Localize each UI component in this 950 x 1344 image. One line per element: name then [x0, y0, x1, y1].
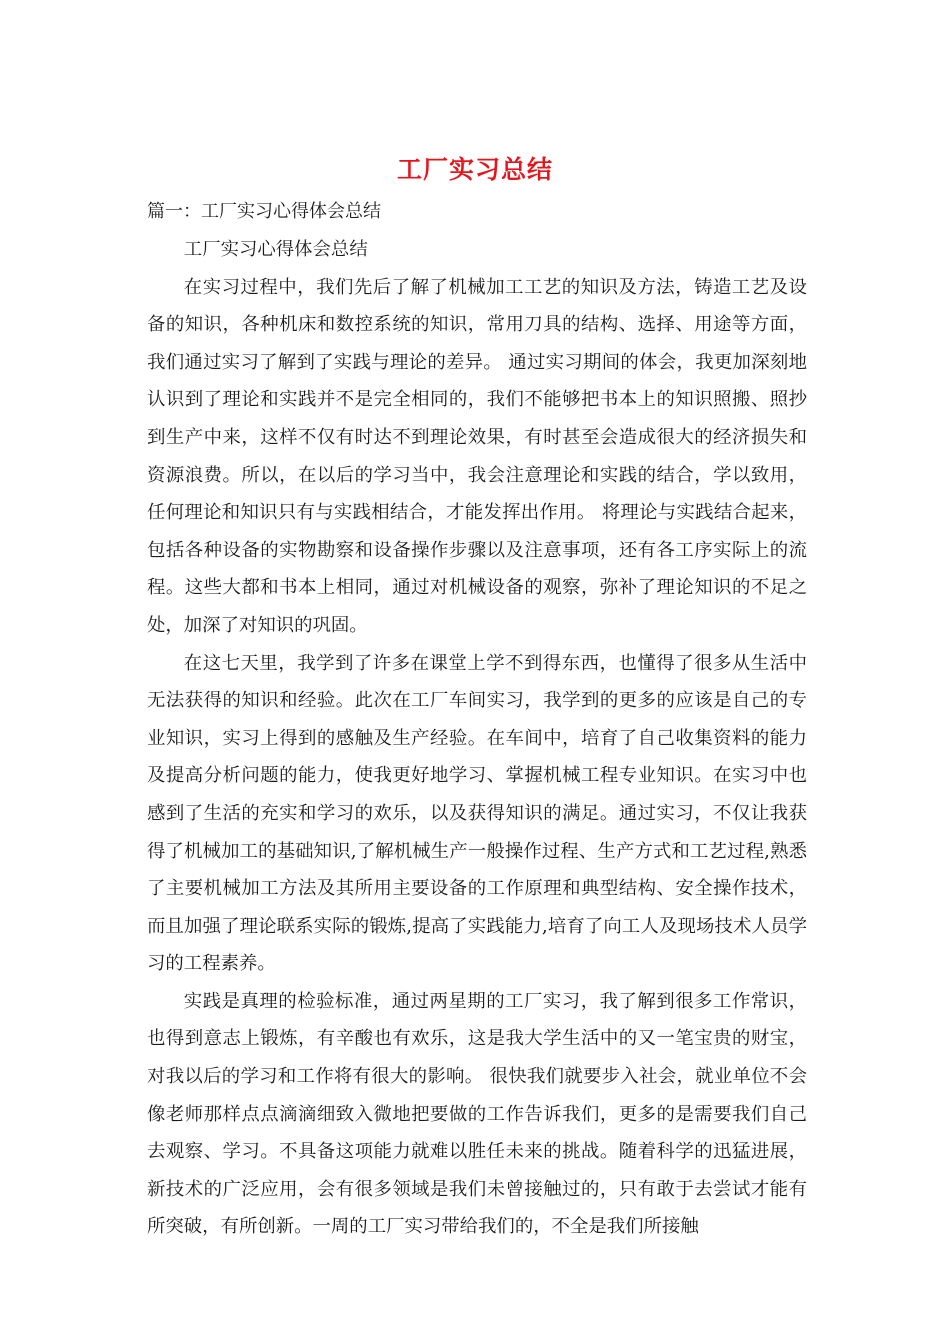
section-heading: 篇一：工厂实习心得体会总结: [147, 201, 381, 222]
document-title: 工厂实习总结: [396, 155, 553, 184]
document-body: [147, 231, 807, 1246]
paragraph-2: 在这七天里，我学到了许多在课堂上学不到得东西，也懂得了很多从生活中无法获得的知识和经验。此次在工厂车间实习，我学到的更多的应该是自己的专业知识，实习上得到的感触及生产经验。在车间中，培育了自己收集资料的能力及提高分析问题的能力，使我更好地学习、掌握机械工程专业知识。在实习中也感到了生活的充实和学习的欢乐，以及获得知识的满足。通过实习，不仅让我获得了机械加工的基础知识,了解机械生产一般操作过程、生产方式和工艺过程,熟悉了主要机械加工方法及其所用主要设备的工作原理和典型结构、安全操作技术，而且加强了理论联系实际的锻炼,提高了实践能力,培育了向工人及现场技术人员学习的工程素养。: [147, 652, 807, 975]
sub-heading: 工厂实习心得体会总结: [183, 239, 368, 260]
paragraph-3: 实践是真理的检验标准，通过两星期的工厂实习，我了解到很多工作常识，也得到意志上锻炼，有辛酸也有欢乐，这是我大学生活中的又一笔宝贵的财宝，对我以后的学习和工作将有很大的影响。 很快我们就要步入社会，就业单位不会像老师那样点点滴滴细致入微地把要做的工作告诉我们，更多的是需要我们自己去观察、学习。不具备这项能力就难以胜任未来的挑战。随着科学的迅猛进展，新技术的广泛应用，会有很多领域是我们未曾接触过的，只有敢于去尝试才能有所突破，有所创新。一周的工厂实习带给我们的，不全是我们所接触: [147, 990, 807, 1238]
paragraph-1: 在实习过程中，我们先后了解了机械加工工艺的知识及方法，铸造工艺及设备的知识，各种机床和数控系统的知识，常用刀具的结构、选择、用途等方面，我们通过实习了解到了实践与理论的差异。 通过实习期间的体会，我更加深刻地认识到了理论和实践并不是完全相同的，我们不能够把书本上的知识照搬、照抄到生产中来，这样不仅有时达不到理论效果，有时甚至会造成很大的经济损失和资源浪费。所以，在以后的学习当中，我会注意理论和实践的结合，学以致用，任何理论和知识只有与实践相结合，才能发挥出作用。 将理论与实践结合起来，包括各种设备的实物勘察和设备操作步骤以及注意事项，还有各工序实际上的流程。这些大都和书本上相同，通过对机械设备的观察，弥补了理论知识的不足之处，加深了对知识的巩固。: [147, 276, 807, 636]
